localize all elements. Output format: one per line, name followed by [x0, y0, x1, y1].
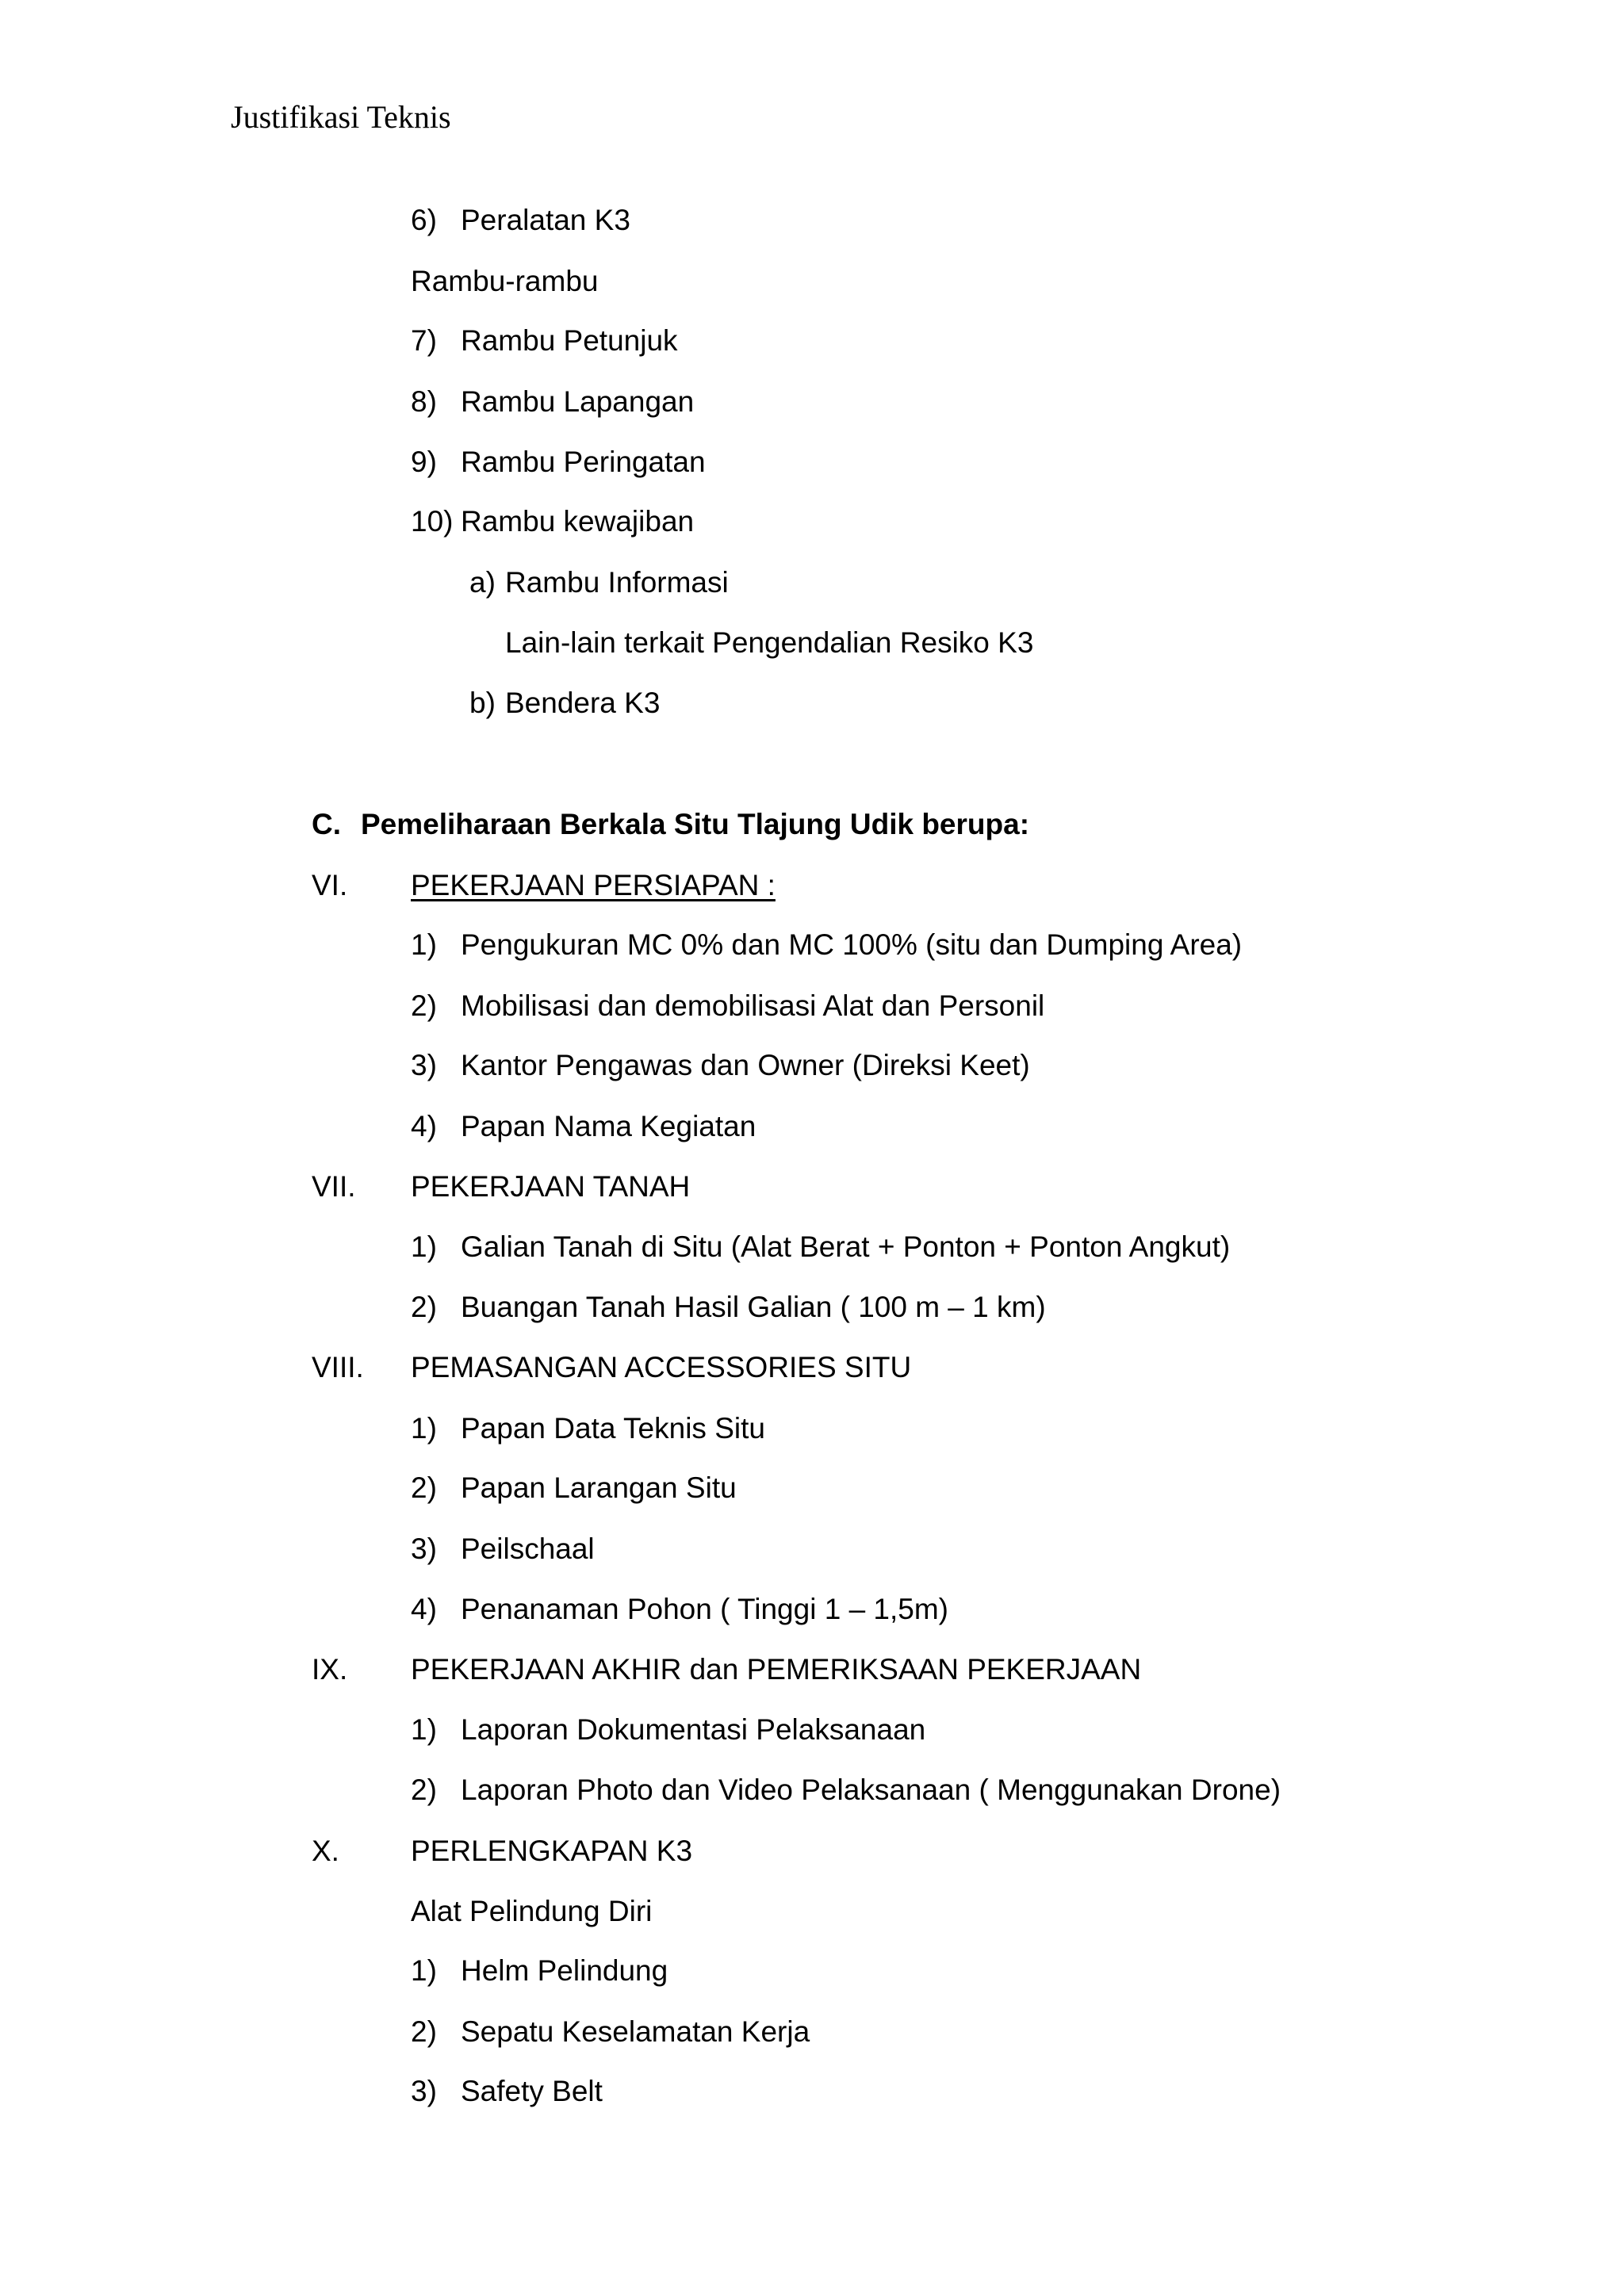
list-item-text: Peilschaal [461, 1533, 595, 1565]
list-item-number: 3) [411, 1533, 437, 1565]
list-item-text: Papan Nama Kegiatan [461, 1110, 756, 1142]
roman-section-title: PEKERJAAN PERSIAPAN : [411, 869, 776, 901]
list-item-text: Mobilisasi dan demobilisasi Alat dan Personil [461, 989, 1045, 1022]
list-item-text: Buangan Tanah Hasil Galian ( 100 m – 1 km) [461, 1291, 1046, 1323]
list-item-text: Laporan Dokumentasi Pelaksanaan [461, 1713, 926, 1746]
sub-list-item-letter: a) [469, 566, 496, 599]
list-item-number: 1) [411, 1230, 437, 1263]
list-item-number: 2) [411, 1291, 437, 1323]
list-item-number: 9) [411, 446, 437, 478]
section-subtitle-text: Alat Pelindung Diri [411, 1895, 653, 1927]
list-item-text: Pengukuran MC 0% dan MC 100% (situ dan Dumping Area) [461, 928, 1243, 961]
list-item-text: Penanaman Pohon ( Tinggi 1 – 1,5m) [461, 1593, 948, 1625]
roman-numeral: X. [312, 1835, 339, 1867]
list-item-text: Rambu Lapangan [461, 385, 695, 418]
list-item-number: 1) [411, 1713, 437, 1746]
list-item-text: Rambu kewajiban [461, 505, 695, 538]
list-item-text: Galian Tanah di Situ (Alat Berat + Ponton + Ponton Angkut) [461, 1230, 1231, 1263]
list-item-number: 6) [411, 204, 437, 236]
list-item-number: 1) [411, 1412, 437, 1445]
sub-list-item-text: Lain-lain terkait Pengendalian Resiko K3 [505, 626, 1034, 659]
list-item-text: Safety Belt [461, 2075, 603, 2107]
list-item-number: 2) [411, 989, 437, 1022]
list-item-text: Sepatu Keselamatan Kerja [461, 2015, 810, 2048]
roman-numeral: VIII. [312, 1351, 364, 1383]
list-item-text: Helm Pelindung [461, 1954, 668, 1987]
list-item-number: 1) [411, 928, 437, 961]
roman-numeral: VII. [312, 1170, 356, 1203]
list-item-number: 3) [411, 1049, 437, 1081]
list-item-text: Peralatan K3 [461, 204, 630, 236]
header-title: Justifikasi Teknis [231, 99, 451, 135]
list-item-number: 10) [411, 505, 454, 538]
roman-numeral: IX. [312, 1653, 348, 1686]
section-title: Pemeliharaan Berkala Situ Tlajung Udik berupa: [361, 808, 1030, 840]
list-item-text: Rambu Peringatan [461, 446, 706, 478]
roman-section-title: PEMASANGAN ACCESSORIES SITU [411, 1351, 912, 1383]
list-item-number: 2) [411, 1471, 437, 1504]
list-item-text: Laporan Photo dan Video Pelaksanaan ( Menggunakan Drone) [461, 1774, 1281, 1806]
roman-section-title: PEKERJAAN TANAH [411, 1170, 691, 1203]
roman-numeral: VI. [312, 869, 348, 901]
list-item-number: 8) [411, 385, 437, 418]
list-item-number: 4) [411, 1110, 437, 1142]
list-item-number: 3) [411, 2075, 437, 2107]
list-item-text: Rambu Petunjuk [461, 324, 678, 357]
sub-list-item-text: Rambu Informasi [505, 566, 729, 599]
list-item-number: 2) [411, 2015, 437, 2048]
sub-list-item-text: Bendera K3 [505, 687, 661, 719]
list-item-number: 7) [411, 324, 437, 357]
section-marker: C. [312, 808, 341, 840]
list-item-text: Papan Data Teknis Situ [461, 1412, 765, 1445]
roman-section-title: PEKERJAAN AKHIR dan PEMERIKSAAN PEKERJAAN [411, 1653, 1142, 1686]
list-item-number: 2) [411, 1774, 437, 1806]
list-item-number: 1) [411, 1954, 437, 1987]
list-item-text: Papan Larangan Situ [461, 1471, 737, 1504]
roman-section-title: PERLENGKAPAN K3 [411, 1835, 693, 1867]
list-item-text: Kantor Pengawas dan Owner (Direksi Keet) [461, 1049, 1030, 1081]
list-item-number: 4) [411, 1593, 437, 1625]
sub-list-item-letter: b) [469, 687, 496, 719]
list-item-text: Rambu-rambu [411, 265, 599, 297]
